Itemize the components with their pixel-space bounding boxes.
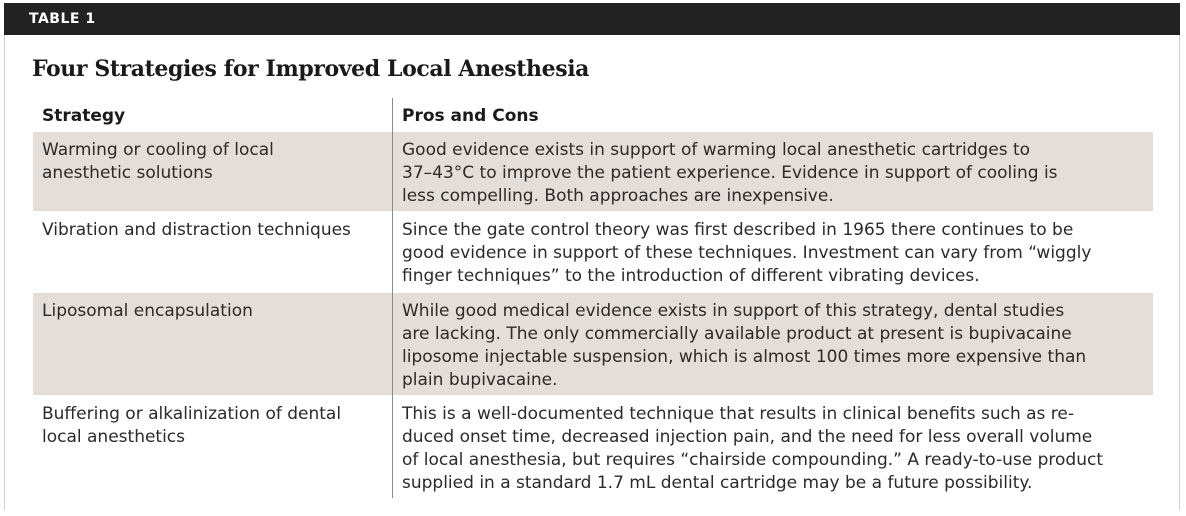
row-2-pros-cons-line-2: good evidence in support of these techniques. Investment can vary from “wiggly [402,243,1092,263]
row-1-pros-cons-line-1: Good evidence exists in support of warming local anesthetic cartridges to [402,140,1031,160]
row-2-pros-cons-line-3: finger techniques” to the introduction of different vibrating devices. [402,266,980,286]
row-4-pros-cons-line-3: of local anesthesia, but requires “chairside compounding.” A ready-to-use product [402,450,1103,470]
row-4-pros-cons-line-2: duced onset time, decreased injection pain, and the need for less overall volume [402,427,1093,447]
row-4-pros-cons-line-4: supplied in a standard 1.7 mL dental cartridge may be a future possibility. [402,473,1033,493]
row-3-pros-cons-line-3: liposome injectable suspension, which is almost 100 times more expensive than [402,347,1087,367]
row-1-strategy-line-2: anesthetic solutions [42,163,213,183]
table-label-bar: TABLE 1 [4,3,1180,35]
row-4-strategy-line-1: Buffering or alkalinization of dental [42,404,342,424]
row-3-pros-cons-line-1: While good medical evidence exists in support of this strategy, dental studies [402,301,1065,321]
row-2-strategy-line-1: Vibration and distraction techniques [42,220,351,240]
table-title: Four Strategies for Improved Local Anesthesia [32,56,590,82]
row-1-pros-cons-line-3: less compelling. Both approaches are inexpensive. [402,186,834,206]
row-4-strategy-line-2: local anesthetics [42,427,186,447]
row-1-pros-cons-line-2: 37–43°C to improve the patient experience. Evidence in support of cooling is [402,163,1058,183]
row-4-pros-cons-line-1: This is a well-documented technique that results in clinical benefits such as re- [402,404,1075,424]
row-2-pros-cons-line-1: Since the gate control theory was first described in 1965 there continues to be [402,220,1074,240]
column-divider [392,98,393,498]
header-pros-cons: Pros and Cons [402,106,539,126]
row-3-pros-cons-line-2: are lacking. The only commercially available product at present is bupivacaine [402,324,1072,344]
row-3-strategy-line-1: Liposomal encapsulation [42,301,253,321]
row-1-strategy-line-1: Warming or cooling of local [42,140,274,160]
row-3-pros-cons-line-4: plain bupivacaine. [402,370,558,390]
header-strategy: Strategy [42,106,126,126]
